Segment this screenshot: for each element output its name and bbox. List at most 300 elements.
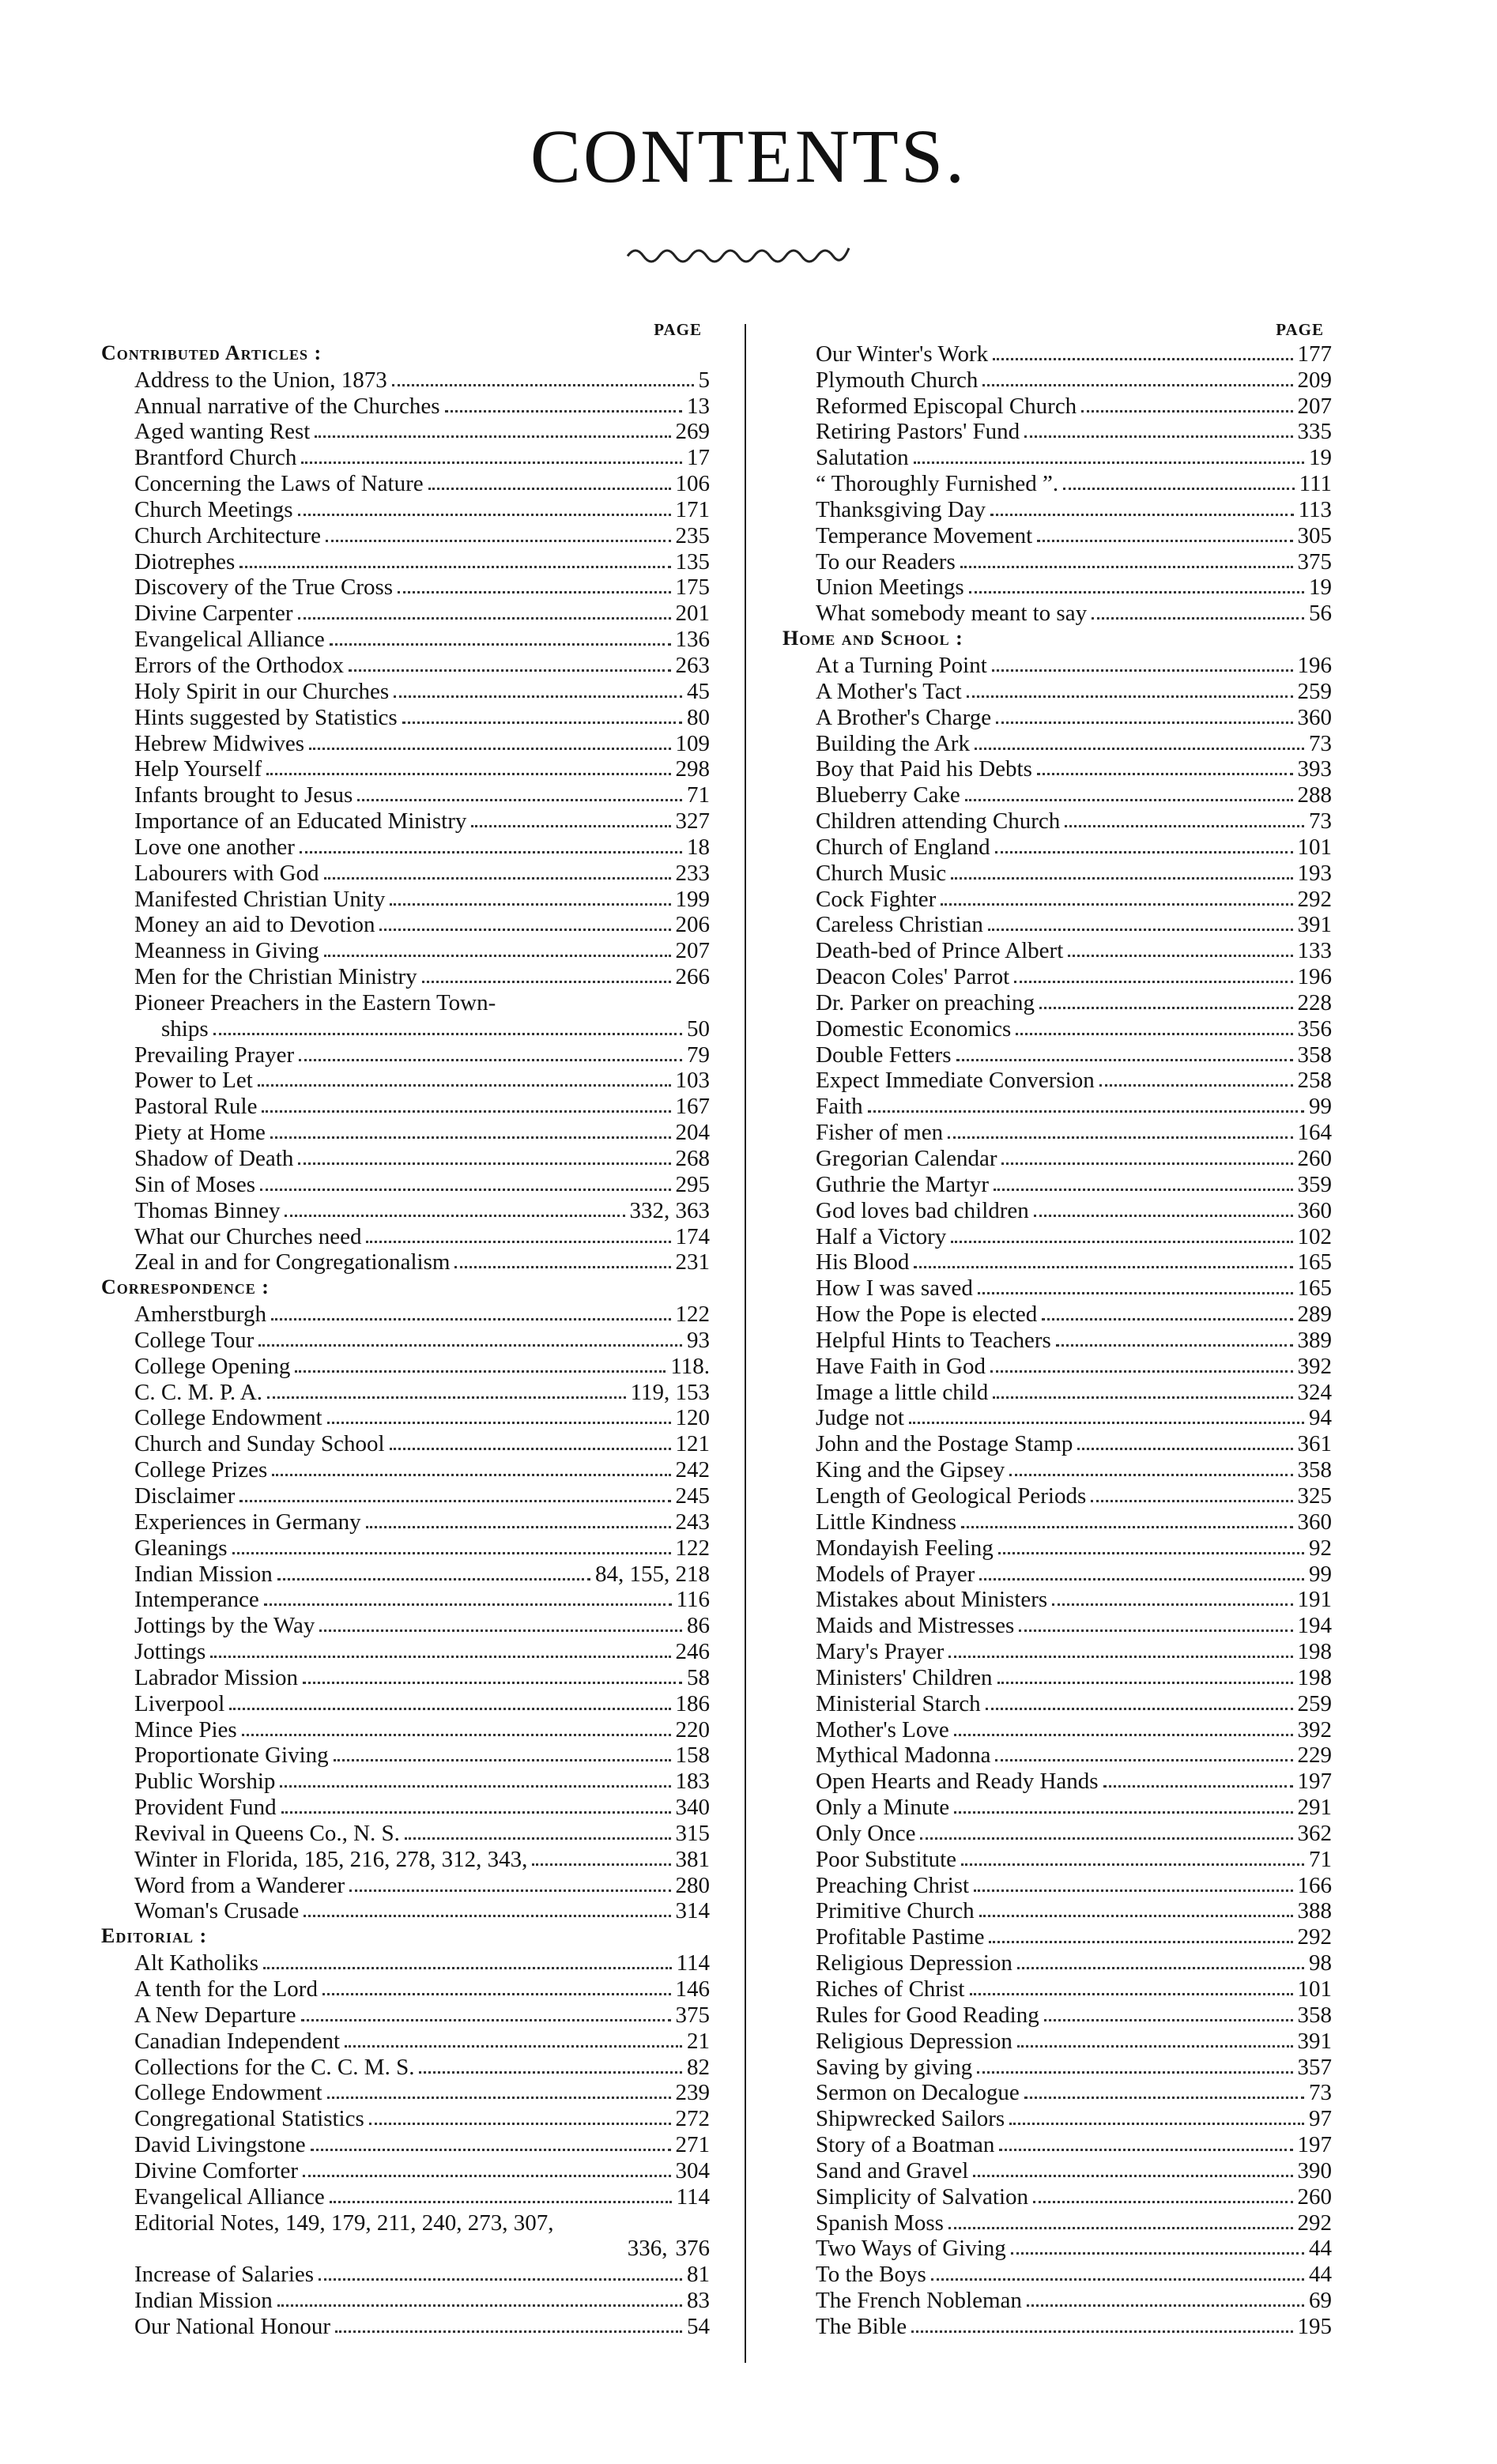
dot-leader — [1039, 1007, 1292, 1009]
entry-page: 58 — [687, 1664, 710, 1690]
contents-entry — [782, 1093, 1332, 1119]
entry-page: 340 — [675, 1795, 710, 1821]
dot-leader — [445, 410, 682, 413]
contents-entry — [101, 522, 710, 548]
contents-entry — [101, 2105, 710, 2131]
contents-entry — [782, 600, 1332, 626]
contents-entry — [782, 2210, 1332, 2236]
entry-title: Church Meetings — [134, 496, 293, 522]
entry-title: Increase of Salaries — [134, 2262, 315, 2288]
entry-title: What our Churches need — [134, 1223, 362, 1249]
contents-entry — [101, 1535, 710, 1561]
dot-leader — [398, 591, 670, 593]
contents-entry — [101, 1405, 710, 1431]
entry-title: Death-bed of Prince Albert — [816, 938, 1064, 964]
contents-entry — [101, 1846, 710, 1872]
dot-leader — [1037, 773, 1293, 775]
entry-page: 44 — [1309, 2236, 1332, 2262]
contents-entry — [101, 1249, 710, 1275]
dot-leader — [326, 540, 671, 542]
entry-title: Hebrew Midwives — [134, 730, 305, 756]
entry-title: Mythical Madonna — [816, 1743, 991, 1769]
entry-title: Labrador Mission — [134, 1664, 298, 1690]
entry-title: Church Architecture — [134, 522, 321, 548]
contents-entry — [101, 1430, 710, 1456]
entry-page: 101 — [1297, 1976, 1332, 2002]
entry-page: 204 — [675, 1120, 710, 1146]
entry-title: Religious Depression — [816, 1950, 1012, 1976]
contents-entry — [782, 1716, 1332, 1743]
contents-entry — [782, 341, 1332, 367]
entry-page: 304 — [675, 2157, 710, 2183]
contents-entry — [101, 600, 710, 626]
entry-page: 375 — [675, 2002, 710, 2028]
entry-page: 207 — [1297, 393, 1332, 419]
entry-title: Prevailing Prayer — [134, 1042, 295, 1068]
contents-entry — [782, 1950, 1332, 1976]
section-heading: Editorial : — [101, 1924, 208, 1948]
dot-leader — [303, 1682, 682, 1684]
entry-page: 260 — [1297, 2183, 1332, 2210]
contents-entry — [101, 678, 710, 704]
entry-page: 164 — [1297, 1120, 1332, 1146]
contents-entry — [782, 860, 1332, 886]
entry-title: Labourers with God — [134, 860, 319, 886]
dot-leader — [1034, 1215, 1293, 1217]
entry-title: Diotrephes — [134, 548, 236, 575]
contents-entry — [782, 2028, 1332, 2054]
contents-entry — [101, 704, 710, 730]
page-column-header: PAGE — [654, 320, 702, 339]
entry-title: Men for the Christian Ministry — [134, 964, 417, 990]
entry-title: Length of Geological Periods — [816, 1483, 1087, 1509]
entry-page: 358 — [1297, 2002, 1332, 2028]
section-heading: Contributed Articles : — [101, 341, 322, 364]
contents-entry — [101, 652, 710, 678]
dot-leader — [369, 2123, 671, 2125]
dot-leader — [1081, 410, 1292, 413]
entry-page: 44 — [1309, 2262, 1332, 2288]
entry-title: His Blood — [816, 1249, 910, 1275]
entry-title: Hints suggested by Statistics — [134, 704, 398, 730]
contents-entry — [782, 575, 1332, 601]
dot-leader — [260, 1189, 670, 1191]
entry-page: 45 — [687, 678, 710, 704]
entry-title: Our National Honour — [134, 2313, 331, 2339]
contents-entry — [782, 1068, 1332, 1094]
entry-page: 260 — [1297, 1146, 1332, 1171]
left-column — [101, 320, 710, 2339]
entry-page: 243 — [675, 1509, 710, 1535]
entry-page: 82 — [687, 2054, 710, 2080]
contents-entry — [782, 1638, 1332, 1664]
contents-entry — [782, 2002, 1332, 2028]
dot-leader — [974, 1889, 1292, 1892]
contents-entry — [782, 496, 1332, 522]
entry-title: Models of Prayer — [816, 1561, 975, 1587]
entry-title: A Mother's Tact — [816, 678, 962, 704]
entry-page: 199 — [675, 886, 710, 912]
contents-entry — [101, 1483, 710, 1509]
dot-leader — [993, 358, 1292, 360]
entry-page: 269 — [675, 419, 710, 445]
entry-title: Fisher of men — [816, 1120, 944, 1146]
dot-leader — [999, 2149, 1292, 2151]
contents-entry — [101, 1950, 710, 1976]
dot-leader — [330, 643, 671, 646]
contents-entry — [101, 626, 710, 652]
entry-title: Infants brought to Jesus — [134, 782, 353, 808]
entry-page: 165 — [1297, 1275, 1332, 1302]
dot-leader — [979, 1915, 1293, 1917]
entry-page: 171 — [675, 496, 710, 522]
entry-title: Revival in Queens Co., N. S. — [134, 1820, 400, 1846]
dot-leader — [405, 1837, 671, 1840]
entry-page: 165 — [1297, 1249, 1332, 1275]
entry-title: Importance of an Educated Ministry — [134, 808, 467, 835]
contents-entry — [101, 548, 710, 575]
entry-page: 207 — [675, 938, 710, 964]
entry-title: Simplicity of Salvation — [816, 2183, 1029, 2210]
entry-page: 235 — [675, 522, 710, 548]
contents-entry — [101, 1743, 710, 1769]
contents-entry — [782, 1042, 1332, 1068]
entry-page: 239 — [675, 2080, 710, 2106]
entry-page: 79 — [687, 1042, 710, 1068]
entry-page: 259 — [1297, 678, 1332, 704]
contents-entry — [782, 1145, 1332, 1171]
contents-entry — [101, 1898, 710, 1924]
entry-page: 361 — [1297, 1431, 1332, 1457]
contents-entry — [782, 963, 1332, 989]
entry-title: Meanness in Giving — [134, 938, 319, 964]
contents-entry — [101, 912, 710, 938]
contents-entry — [101, 1042, 710, 1068]
entry-page: 177 — [1297, 341, 1332, 367]
entry-page: 54 — [687, 2313, 710, 2339]
entry-page: 391 — [1297, 912, 1332, 938]
dot-leader — [995, 851, 1293, 853]
entry-title: Divine Carpenter — [134, 601, 293, 627]
entry-title: Boy that Paid his Debts — [816, 756, 1032, 782]
dot-leader — [989, 1941, 1292, 1943]
dot-leader — [394, 695, 682, 698]
entry-page: 158 — [675, 1743, 710, 1769]
entry-page: 81 — [687, 2262, 710, 2288]
entry-page: 174 — [675, 1223, 710, 1249]
entry-page: 71 — [1309, 1846, 1332, 1872]
contents-entry — [101, 496, 710, 522]
dot-leader — [977, 2071, 1292, 2074]
entry-page: 229 — [1297, 1743, 1332, 1769]
contents-entry — [101, 2287, 710, 2313]
dot-leader — [909, 1422, 1304, 1424]
entry-page: 195 — [1297, 2313, 1332, 2339]
contents-entry — [101, 1690, 710, 1716]
right-column-entries — [782, 341, 1332, 2339]
entry-page: 246 — [675, 1639, 710, 1665]
contents-entry — [782, 2157, 1332, 2183]
contents-entry — [782, 1898, 1332, 1924]
dot-leader — [920, 1837, 1292, 1840]
entry-page: 106 — [675, 471, 710, 497]
entry-title: Ministerial Starch — [816, 1690, 981, 1716]
entry-title: Piety at Home — [134, 1120, 266, 1146]
contents-entry — [782, 1612, 1332, 1638]
contents-entry — [101, 1587, 710, 1613]
contents-entry — [101, 1171, 710, 1197]
dot-leader — [532, 1863, 670, 1866]
dot-leader — [954, 1811, 1292, 1814]
dot-leader — [969, 591, 1304, 593]
entry-page: 99 — [1309, 1094, 1332, 1120]
dot-leader — [951, 877, 1292, 880]
contents-entry — [782, 1379, 1332, 1405]
dot-leader — [961, 1526, 1292, 1528]
entry-page: 113 — [1298, 496, 1332, 522]
entry-title: Dr. Parker on preaching — [816, 989, 1035, 1015]
dot-leader — [1092, 617, 1304, 620]
contents-entry — [101, 1456, 710, 1483]
page-column-header: PAGE — [1276, 320, 1324, 339]
contents-entry — [101, 1301, 710, 1327]
dot-leader — [298, 514, 671, 516]
entry-title: Blueberry Cake — [816, 782, 960, 808]
entry-page: 360 — [1297, 704, 1332, 730]
contents-entry — [782, 1171, 1332, 1197]
contents-entry — [101, 782, 710, 808]
entry-title: Primitive Church — [816, 1898, 975, 1924]
entry-page: 295 — [675, 1171, 710, 1197]
entry-title: Sand and Gravel — [816, 2157, 969, 2183]
entry-page: 327 — [675, 808, 710, 835]
contents-entry — [782, 912, 1332, 938]
contents-entry — [101, 2236, 710, 2262]
dot-leader — [272, 1474, 670, 1476]
entry-page: 266 — [675, 964, 710, 990]
dot-leader — [1065, 825, 1304, 827]
dot-leader — [324, 955, 671, 957]
entry-title: Rules for Good Reading — [816, 2002, 1039, 2028]
dot-leader — [1027, 2304, 1304, 2307]
contents-entry — [782, 1197, 1332, 1223]
contents-entry — [101, 1612, 710, 1638]
entry-title: John and the Postage Stamp — [816, 1431, 1073, 1457]
entry-page: 86 — [687, 1613, 710, 1639]
entry-page: 73 — [1309, 2080, 1332, 2106]
dot-leader — [379, 929, 670, 931]
dot-leader — [978, 1292, 1293, 1294]
dot-leader — [993, 1396, 1292, 1399]
dot-leader — [1077, 1448, 1292, 1450]
entry-page: 19 — [1309, 575, 1332, 601]
entry-title: Pastoral Rule — [134, 1094, 258, 1120]
entry-title: Little Kindness — [816, 1509, 957, 1535]
entry-title: Intemperance — [134, 1587, 259, 1613]
entry-title: To the Boys — [816, 2262, 926, 2288]
dot-leader — [1091, 1500, 1292, 1502]
contents-entry — [782, 470, 1332, 496]
entry-page: 97 — [1309, 2106, 1332, 2132]
contents-entry — [101, 2080, 710, 2106]
dot-leader — [266, 773, 670, 775]
entry-page: 271 — [675, 2132, 710, 2158]
entry-page: 73 — [1309, 808, 1332, 835]
contents-entry — [782, 1327, 1332, 1353]
entry-title: Union Meetings — [816, 575, 964, 601]
entry-title: Mother's Love — [816, 1716, 949, 1743]
contents-entry — [101, 730, 710, 756]
contents-entry — [101, 756, 710, 782]
entry-page: 335 — [1297, 419, 1332, 445]
entry-page: 83 — [687, 2288, 710, 2314]
contents-entry — [101, 1327, 710, 1353]
dot-leader — [960, 566, 1293, 568]
entry-title: Open Hearts and Ready Hands — [816, 1769, 1099, 1795]
contents-entry — [782, 1535, 1332, 1561]
entry-title: Sermon on Decalogue — [816, 2080, 1020, 2106]
entry-page: 122 — [675, 1302, 710, 1328]
entry-title: 336, — [627, 2236, 668, 2262]
entry-page: 292 — [1297, 2210, 1332, 2236]
contents-entry — [782, 782, 1332, 808]
contents-entry — [101, 1820, 710, 1846]
dot-leader — [992, 669, 1293, 672]
dot-leader — [390, 903, 670, 906]
entry-page: 289 — [1297, 1302, 1332, 1328]
entry-page: 193 — [1297, 860, 1332, 886]
contents-entry — [782, 1430, 1332, 1456]
entry-page: 120 — [675, 1405, 710, 1431]
entry-title: Aged wanting Rest — [134, 419, 311, 445]
contents-entry — [101, 1716, 710, 1743]
entry-title: Errors of the Orthodox — [134, 652, 344, 678]
entry-page: 375 — [1297, 548, 1332, 575]
entry-title: Collections for the C. C. M. S. — [134, 2054, 415, 2080]
contents-entry — [782, 2236, 1332, 2262]
contents-entry — [101, 444, 710, 470]
entry-page: 258 — [1297, 1068, 1332, 1094]
entry-page: 206 — [675, 912, 710, 938]
entry-title: Proportionate Giving — [134, 1743, 329, 1769]
entry-page: 245 — [675, 1483, 710, 1509]
entry-page: 80 — [687, 704, 710, 730]
entry-title: Brantford Church — [134, 445, 297, 471]
dot-leader — [303, 2175, 671, 2177]
dot-leader — [1103, 1785, 1293, 1788]
entry-page: 109 — [675, 730, 710, 756]
entry-page: 133 — [1297, 938, 1332, 964]
entry-title: Plymouth Church — [816, 367, 979, 393]
entry-title: Shadow of Death — [134, 1146, 294, 1171]
contents-entry — [782, 937, 1332, 963]
dot-leader — [868, 1110, 1304, 1113]
entry-page: 288 — [1297, 782, 1332, 808]
entry-title: Liverpool — [134, 1690, 225, 1716]
entry-page: 357 — [1297, 2054, 1332, 2080]
contents-entry — [782, 1509, 1332, 1535]
dot-leader — [996, 721, 1292, 724]
entry-title: A tenth for the Lord — [134, 1976, 318, 2002]
dot-leader — [319, 1629, 682, 1632]
entry-title: Double Fetters — [816, 1042, 952, 1068]
dot-leader — [264, 1603, 672, 1606]
dot-leader — [994, 1189, 1292, 1191]
contents-entry — [782, 1015, 1332, 1042]
entry-page: 315 — [675, 1820, 710, 1846]
contents-entry — [782, 2261, 1332, 2287]
entry-page: 5 — [698, 367, 710, 393]
entry-page: 358 — [1297, 1042, 1332, 1068]
entry-page: 21 — [687, 2028, 710, 2054]
contents-entry — [101, 470, 710, 496]
entry-title: How the Pope is elected — [816, 1302, 1038, 1328]
dot-leader — [299, 1059, 682, 1061]
dot-leader — [1099, 1084, 1293, 1087]
entry-page: 228 — [1297, 989, 1332, 1015]
contents-entry — [782, 2105, 1332, 2131]
entry-page: 99 — [1309, 1561, 1332, 1587]
column-divider — [745, 324, 746, 2363]
entry-title: Mistakes about Ministers — [816, 1587, 1048, 1613]
entry-page: 332, 363 — [629, 1197, 710, 1223]
entry-title: God loves bad children — [816, 1197, 1029, 1223]
dot-leader — [941, 903, 1292, 906]
contents-entry — [782, 1846, 1332, 1872]
contents-entry — [101, 834, 710, 860]
entry-page: 114 — [676, 2183, 710, 2210]
contents-entry — [101, 989, 710, 1015]
entry-page: 17 — [687, 445, 710, 471]
entry-title: Church Music — [816, 860, 947, 886]
entry-title: Word from a Wanderer — [134, 1872, 345, 1898]
contents-entry — [782, 2313, 1332, 2339]
entry-title: Indian Mission — [134, 2288, 273, 2314]
entry-page: 114 — [676, 1950, 710, 1976]
entry-title: Evangelical Alliance — [134, 2183, 325, 2210]
contents-entry — [101, 1119, 710, 1145]
contents-entry — [782, 2131, 1332, 2157]
dot-leader — [258, 1084, 671, 1087]
entry-title: Faith — [816, 1094, 863, 1120]
entry-title: Only a Minute — [816, 1795, 950, 1821]
entry-page: 389 — [1297, 1327, 1332, 1353]
entry-title: Story of a Boatman — [816, 2132, 995, 2158]
contents-entry — [782, 548, 1332, 575]
contents-entry — [101, 1872, 710, 1898]
entry-page: 291 — [1297, 1795, 1332, 1821]
entry-page: 56 — [1309, 601, 1332, 627]
contents-entry — [101, 937, 710, 963]
dot-leader — [990, 514, 1294, 516]
dot-leader — [997, 1682, 1293, 1684]
entry-title: Experiences in Germany — [134, 1509, 361, 1535]
dot-leader — [327, 1422, 671, 1424]
contents-entry — [782, 1301, 1332, 1327]
dot-leader — [334, 1759, 671, 1761]
left-column-entries — [101, 341, 710, 2339]
dot-leader — [990, 1370, 1292, 1373]
dot-leader — [914, 462, 1304, 464]
entry-title: Winter in Florida, 185, 216, 278, 312, 343, — [134, 1846, 528, 1872]
entry-page: 71 — [687, 782, 710, 808]
contents-entry — [101, 1561, 710, 1587]
entry-title: Power to Let — [134, 1068, 253, 1094]
entry-page: 13 — [687, 393, 710, 419]
contents-entry — [101, 393, 710, 419]
dot-leader — [304, 1915, 670, 1917]
dot-leader — [951, 1241, 1292, 1243]
